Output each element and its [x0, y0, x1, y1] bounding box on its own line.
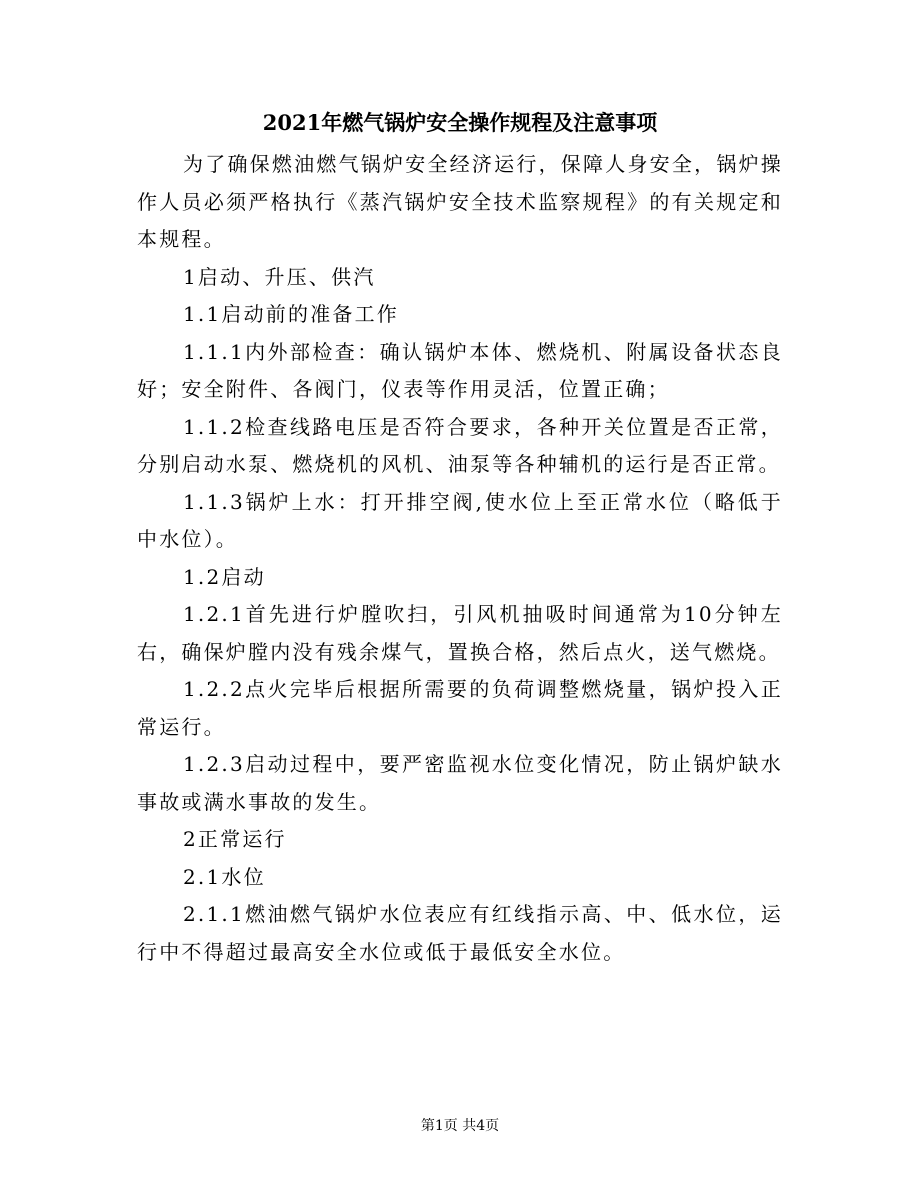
paragraph: 1.1.3锅炉上水：打开排空阀,使水位上至正常水位（略低于中水位）。 [137, 489, 783, 551]
paragraph: 1.1.1内外部检查：确认锅炉本体、燃烧机、附属设备状态良好；安全附件、各阀门，仪表等作用灵活，位置正确； [137, 339, 783, 401]
section-heading: 2正常运行 [183, 827, 287, 851]
subsection-heading: 1.2启动 [183, 564, 266, 589]
paragraph: 为了确保燃油燃气锅炉安全经济运行，保障人身安全，锅炉操作人员必须严格执行《蒸汽锅炉安全技术监察规程》的有关规定和本规程。 [137, 152, 783, 251]
section-heading: 1启动、升压、供汽 [183, 264, 376, 289]
paragraph: 1.2.2点火完毕后根据所需要的负荷调整燃烧量，锅炉投入正常运行。 [137, 677, 783, 739]
document-body [137, 146, 783, 971]
paragraph: 1.2.1首先进行炉膛吹扫，引风机抽吸时间通常为10分钟左右，确保炉膛内没有残余煤气，置换合格，然后点火，送气燃烧。 [137, 602, 783, 664]
subsection-heading: 2.1水位 [183, 864, 266, 889]
document-title: 2021年燃气锅炉安全操作规程及注意事项 [262, 110, 658, 135]
page-number: 第1页 共4页 [420, 1118, 500, 1134]
paragraph: 1.1.2检查线路电压是否符合要求，各种开关位置是否正常，分别启动水泵、燃烧机的风机、油泵等各种辅机的运行是否正常。 [137, 414, 783, 476]
paragraph: 1.2.3启动过程中，要严密监视水位变化情况，防止锅炉缺水事故或满水事故的发生。 [137, 752, 783, 814]
paragraph: 2.1.1燃油燃气锅炉水位表应有红线指示高、中、低水位，运行中不得超过最高安全水位或低于最低安全水位。 [137, 902, 783, 964]
subsection-heading: 1.1启动前的准备工作 [183, 302, 400, 326]
